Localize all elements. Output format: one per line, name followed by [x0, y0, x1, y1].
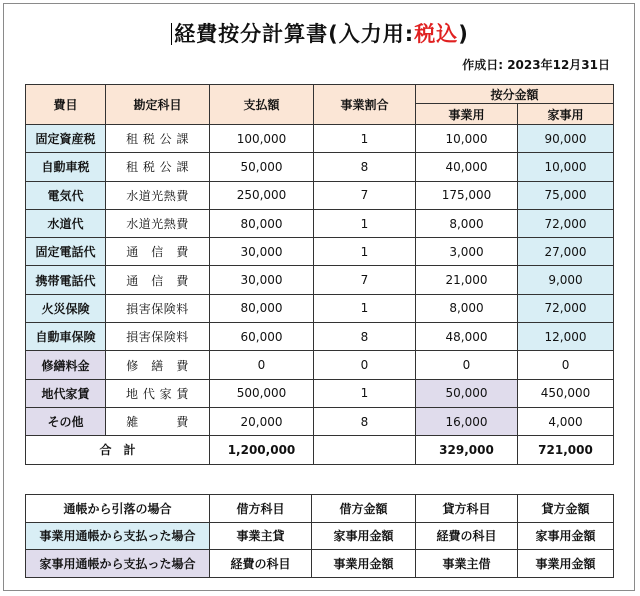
business-amount-cell: 3,000 — [416, 238, 518, 266]
expense-item-cell: 火災保険 — [26, 294, 106, 322]
total-row — [26, 436, 614, 464]
transfer-cell: 事業用金額 — [518, 550, 614, 578]
account-cell: 租 税 公 課 — [106, 125, 210, 153]
household-amount-cell: 10,000 — [518, 153, 614, 181]
ratio-cell[interactable]: 1 — [314, 379, 416, 407]
expense-row — [26, 294, 614, 322]
header-household: 家事用 — [518, 104, 614, 125]
expense-row — [26, 181, 614, 209]
business-amount-cell: 0 — [416, 351, 518, 379]
business-amount-cell: 48,000 — [416, 323, 518, 351]
cursor-bar — [171, 23, 172, 45]
expense-item-cell: その他 — [26, 407, 106, 435]
expense-row — [26, 153, 614, 181]
account-cell: 雑 費 — [106, 407, 210, 435]
ratio-cell[interactable]: 0 — [314, 351, 416, 379]
account-cell: 損害保険料 — [106, 294, 210, 322]
payment-cell: 50,000 — [210, 153, 314, 181]
ratio-cell[interactable]: 1 — [314, 294, 416, 322]
ratio-cell[interactable]: 8 — [314, 407, 416, 435]
title-prefix: 経費按分計算書(入力用: — [174, 22, 415, 46]
header-account: 勘定科目 — [106, 85, 210, 125]
expense-row — [26, 238, 614, 266]
header-item: 費目 — [26, 85, 106, 125]
expense-item-cell: 携帯電話代 — [26, 266, 106, 294]
account-cell: 損害保険料 — [106, 323, 210, 351]
household-amount-cell: 9,000 — [518, 266, 614, 294]
payment-cell: 30,000 — [210, 238, 314, 266]
account-cell: 租 税 公 課 — [106, 153, 210, 181]
expense-item-cell: 修繕料金 — [26, 351, 106, 379]
ratio-cell[interactable]: 1 — [314, 238, 416, 266]
header-row — [26, 85, 614, 104]
transfer-header-row — [26, 495, 614, 523]
payment-cell: 80,000 — [210, 294, 314, 322]
transfer-header-cell: 借方科目 — [210, 495, 312, 523]
transfer-cell: 経費の科目 — [416, 522, 518, 550]
total-label: 合 計 — [26, 436, 210, 464]
title-tax-label: 税込 — [414, 22, 459, 46]
business-amount-cell: 21,000 — [416, 266, 518, 294]
payment-cell: 60,000 — [210, 323, 314, 351]
transfer-header-cell: 通帳から引落の場合 — [26, 495, 210, 523]
account-cell: 修 繕 費 — [106, 351, 210, 379]
transfer-cell: 経費の科目 — [210, 550, 312, 578]
payment-cell: 100,000 — [210, 125, 314, 153]
expense-item-cell: 水道代 — [26, 209, 106, 237]
business-amount-cell: 175,000 — [416, 181, 518, 209]
ratio-cell[interactable]: 1 — [314, 209, 416, 237]
account-cell: 水道光熱費 — [106, 181, 210, 209]
account-cell: 地 代 家 賃 — [106, 379, 210, 407]
household-amount-cell: 72,000 — [518, 294, 614, 322]
household-amount-cell: 12,000 — [518, 323, 614, 351]
allocation-table — [25, 84, 614, 465]
business-amount-cell: 8,000 — [416, 294, 518, 322]
payment-cell: 20,000 — [210, 407, 314, 435]
total-business: 329,000 — [416, 436, 518, 464]
expense-row — [26, 323, 614, 351]
transfer-header-cell: 借方金額 — [312, 495, 416, 523]
transfer-cell: 家事用金額 — [312, 522, 416, 550]
total-payment: 1,200,000 — [210, 436, 314, 464]
transfer-cell: 家事用金額 — [518, 522, 614, 550]
household-amount-cell: 450,000 — [518, 379, 614, 407]
business-amount-cell: 50,000 — [416, 379, 518, 407]
transfer-row — [26, 550, 614, 578]
business-amount-cell: 40,000 — [416, 153, 518, 181]
transfer-header-cell: 貸方金額 — [518, 495, 614, 523]
account-cell: 通 信 費 — [106, 266, 210, 294]
household-amount-cell: 72,000 — [518, 209, 614, 237]
expense-item-cell: 地代家賃 — [26, 379, 106, 407]
transfer-row — [26, 522, 614, 550]
payment-cell: 250,000 — [210, 181, 314, 209]
transfer-case-label: 事業用通帳から支払った場合 — [26, 522, 210, 550]
account-cell: 水道光熱費 — [106, 209, 210, 237]
household-amount-cell: 27,000 — [518, 238, 614, 266]
ratio-cell[interactable]: 7 — [314, 181, 416, 209]
total-ratio — [314, 436, 416, 464]
transfer-header-cell: 貸方科目 — [416, 495, 518, 523]
payment-cell: 500,000 — [210, 379, 314, 407]
payment-cell: 30,000 — [210, 266, 314, 294]
expense-item-cell: 自動車税 — [26, 153, 106, 181]
household-amount-cell: 0 — [518, 351, 614, 379]
account-cell: 通 信 費 — [106, 238, 210, 266]
total-household: 721,000 — [518, 436, 614, 464]
header-allocation: 按分金額 — [416, 85, 614, 104]
expense-item-cell: 自動車保険 — [26, 323, 106, 351]
expense-item-cell: 固定資産税 — [26, 125, 106, 153]
business-amount-cell: 8,000 — [416, 209, 518, 237]
expense-item-cell: 固定電話代 — [26, 238, 106, 266]
transfer-table — [25, 494, 614, 578]
creation-date: 作成日: 2023年12月31日 — [462, 58, 610, 72]
header-payment: 支払額 — [210, 85, 314, 125]
payment-cell: 0 — [210, 351, 314, 379]
transfer-case-label: 家事用通帳から支払った場合 — [26, 550, 210, 578]
expense-item-cell: 電気代 — [26, 181, 106, 209]
transfer-cell: 事業主貸 — [210, 522, 312, 550]
business-amount-cell: 10,000 — [416, 125, 518, 153]
household-amount-cell: 4,000 — [518, 407, 614, 435]
title-suffix: ) — [458, 22, 469, 46]
expense-row — [26, 379, 614, 407]
household-amount-cell: 90,000 — [518, 125, 614, 153]
page-title — [0, 18, 640, 48]
header-ratio: 事業割合 — [314, 85, 416, 125]
transfer-cell: 事業主借 — [416, 550, 518, 578]
ratio-cell[interactable]: 7 — [314, 266, 416, 294]
expense-row — [26, 125, 614, 153]
business-amount-cell: 16,000 — [416, 407, 518, 435]
payment-cell: 80,000 — [210, 209, 314, 237]
ratio-cell[interactable]: 8 — [314, 153, 416, 181]
household-amount-cell: 75,000 — [518, 181, 614, 209]
expense-row — [26, 351, 614, 379]
header-business: 事業用 — [416, 104, 518, 125]
ratio-cell[interactable]: 1 — [314, 125, 416, 153]
expense-row — [26, 266, 614, 294]
expense-row — [26, 209, 614, 237]
transfer-cell: 事業用金額 — [312, 550, 416, 578]
ratio-cell[interactable]: 8 — [314, 323, 416, 351]
expense-row — [26, 407, 614, 435]
